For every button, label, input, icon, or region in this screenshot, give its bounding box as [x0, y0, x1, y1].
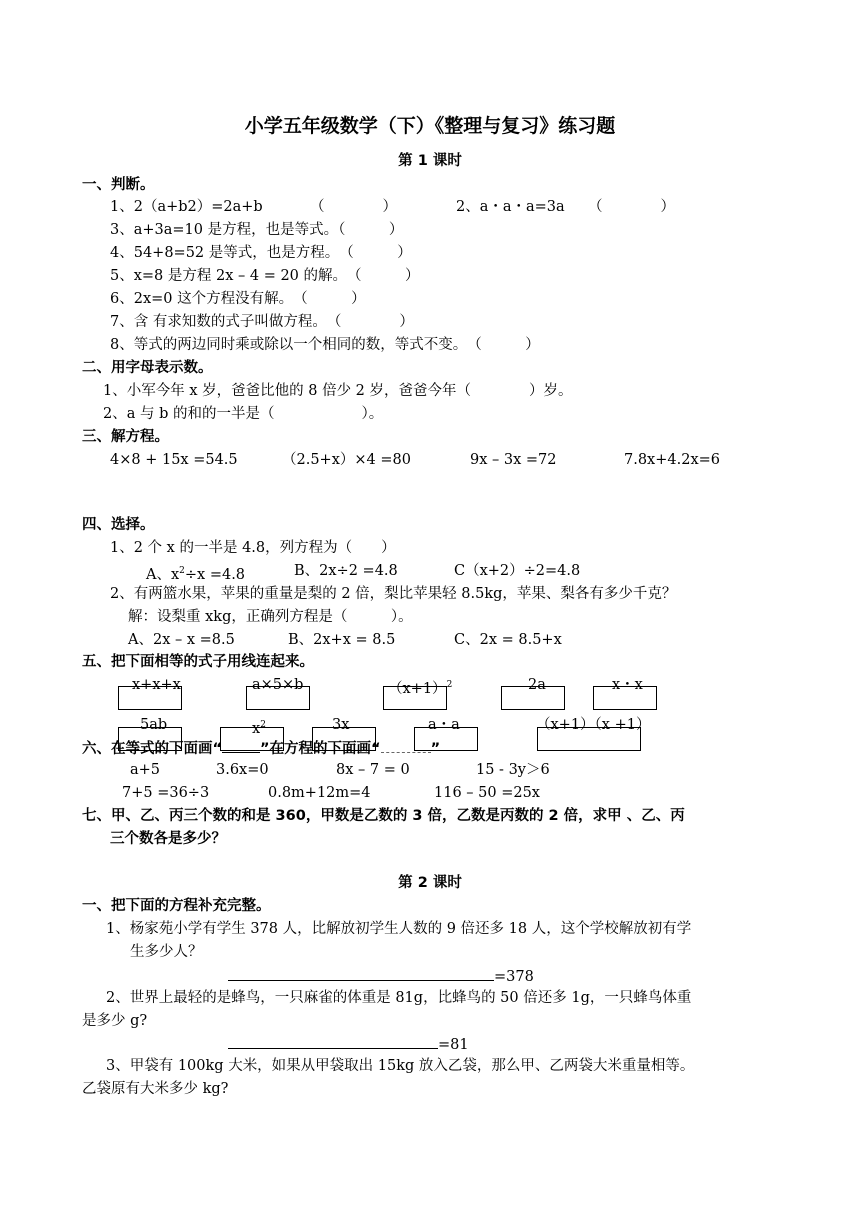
- match-top-4: 2a: [528, 677, 546, 693]
- section-7-line-1: 七、甲、乙、丙三个数的和是 360，甲数是乙数的 3 倍，乙数是丙数的 2 倍，求甲 、乙、丙: [82, 808, 685, 824]
- section-4-heading: 四、选择。: [82, 517, 155, 533]
- match-bottom-4: a・a: [428, 717, 460, 733]
- match-top-5: x・x: [612, 677, 643, 693]
- judge-q2-paren: （ ）: [588, 199, 675, 215]
- choice-q1: 1、2 个 x 的一半是 4.8，列方程为（ ）: [110, 540, 396, 556]
- mark-expr-3: 8x – 7 = 0: [336, 762, 410, 778]
- judge-q6: 6、2x=0 这个方程没有解。 （ ）: [110, 291, 366, 307]
- letters-q2: 2、a 与 b 的和的一半是（ ）。: [103, 406, 384, 422]
- section-6-heading: 六、在等式的下面画“ ”在方程的下面画“ ”: [82, 738, 440, 758]
- choice-q2-option-c: C、2x = 8.5+x: [454, 632, 562, 648]
- answer-blank[interactable]: [228, 1034, 438, 1049]
- equation-3: 9x – 3x =72: [470, 452, 557, 468]
- equation-2: （2.5+x）×4 =80: [282, 452, 411, 468]
- match-bottom-5: （x+1）（x +1）: [536, 717, 651, 733]
- choice-q1-option-c: C（x+2）÷2=4.8: [454, 563, 581, 579]
- match-top-2: a×5×b: [252, 677, 304, 693]
- choice-q2: 2、有两篮水果，苹果的重量是梨的 2 倍，梨比苹果轻 8.5kg，苹果、梨各有多少千克？: [110, 586, 677, 602]
- equation-4: 7.8x+4.2x=6: [624, 452, 720, 468]
- mark-expr-6: 0.8m+12m=4: [268, 785, 371, 801]
- match-top-1: x+x+x: [132, 677, 181, 693]
- lesson-2-section-1-heading: 一、把下面的方程补充完整。: [82, 898, 271, 914]
- mark-expr-2: 3.6x=0: [216, 762, 269, 778]
- judge-q1: 1、2（a+b2）=2a+b: [110, 199, 263, 215]
- page-title: 小学五年级数学（下）《整理与复习》练习题: [244, 115, 616, 137]
- match-top-box-1: [118, 686, 182, 710]
- judge-q4: 4、54+8=52 是等式，也是方程。 （ ）: [110, 245, 412, 261]
- answer-blank[interactable]: [228, 966, 494, 981]
- match-top-3: $(x+1)^2$: [388, 680, 453, 697]
- section-1-heading: 一、判断。: [82, 177, 155, 193]
- choice-q2-option-a: A、2x – x =8.5: [128, 632, 235, 648]
- wavy-line-sample: [381, 742, 431, 753]
- judge-q7: 7、含 有求知数的式子叫做方程。 （ ）: [110, 314, 414, 330]
- choice-q2-option-b: B、2x+x = 8.5: [288, 632, 396, 648]
- section-3-heading: 三、解方程。: [82, 429, 169, 445]
- equation-1: 4×8 + 15x =54.5: [110, 452, 238, 468]
- match-top-box-4: [501, 686, 565, 710]
- fill-q1-equation: =378: [228, 966, 534, 986]
- match-top-box-2: [246, 686, 310, 710]
- letters-q1: 1、小军今年 x 岁，爸爸比他的 8 倍少 2 岁，爸爸今年（ ）岁。: [103, 383, 573, 399]
- judge-q3: 3、a+3a=10 是方程，也是等式。（ ）: [110, 222, 404, 238]
- section-5-heading: 五、把下面相等的式子用线连起来。: [82, 654, 314, 670]
- judge-q8: 8、等式的两边同时乘或除以一个相同的数，等式不变。 （ ）: [110, 337, 540, 353]
- choice-q1-option-a: A、$x^2\div x =4.8$: [146, 566, 246, 583]
- choice-q1-option-b: B、2x÷2 =4.8: [294, 563, 398, 579]
- mark-expr-1: a+5: [130, 762, 161, 778]
- fill-q2-equation: =81: [228, 1034, 469, 1054]
- fill-q3-line-1: 3、甲袋有 100kg 大米，如果从甲袋取出 15kg 放入乙袋，那么甲、乙两袋大米重量相等。: [106, 1058, 695, 1074]
- mark-expr-4: 15 - 3y＞6: [476, 762, 550, 778]
- fill-q3-line-2: 乙袋原有大米多少 kg?: [82, 1081, 229, 1097]
- match-bottom-1: 5ab: [140, 717, 168, 733]
- section-7-line-2: 三个数各是多少？: [110, 831, 226, 847]
- choice-q2-solution: 解：设梨重 xkg，正确列方程是（ ）。: [128, 609, 413, 625]
- mark-expr-5: 7+5 =36÷3: [122, 785, 210, 801]
- judge-q5: 5、x=8 是方程 2x – 4 = 20 的解。 （ ）: [110, 268, 420, 284]
- match-top-box-3: [383, 686, 447, 710]
- match-top-box-5: [593, 686, 657, 710]
- fill-q1-line-2: 生多少人？: [130, 944, 203, 960]
- mark-expr-7: 116 – 50 =25x: [434, 785, 540, 801]
- lesson-1-heading: 第 1 课时: [398, 153, 462, 169]
- fill-q2-line-2: 是多少 g?: [82, 1013, 148, 1029]
- fill-q2-line-1: 2、世界上最轻的是蜂鸟，一只麻雀的体重是 81g，比蜂鸟的 50 倍还多 1g，一只蜂鸟体重: [106, 990, 692, 1006]
- fill-q1-line-1: 1、杨家苑小学有学生 378 人，比解放初学生人数的 9 倍还多 18 人，这个学校解放初有学: [106, 921, 692, 937]
- judge-q2: 2、a・a・a=3a: [456, 199, 565, 215]
- match-bottom-box-5: [537, 727, 641, 751]
- section-2-heading: 二、用字母表示数。: [82, 360, 213, 376]
- lesson-2-heading: 第 2 课时: [398, 875, 462, 891]
- match-bottom-3: 3x: [332, 717, 350, 733]
- judge-q1-paren: （ ）: [310, 199, 397, 215]
- underline-sample: [222, 738, 260, 753]
- match-bottom-2: $x^2$: [252, 720, 266, 737]
